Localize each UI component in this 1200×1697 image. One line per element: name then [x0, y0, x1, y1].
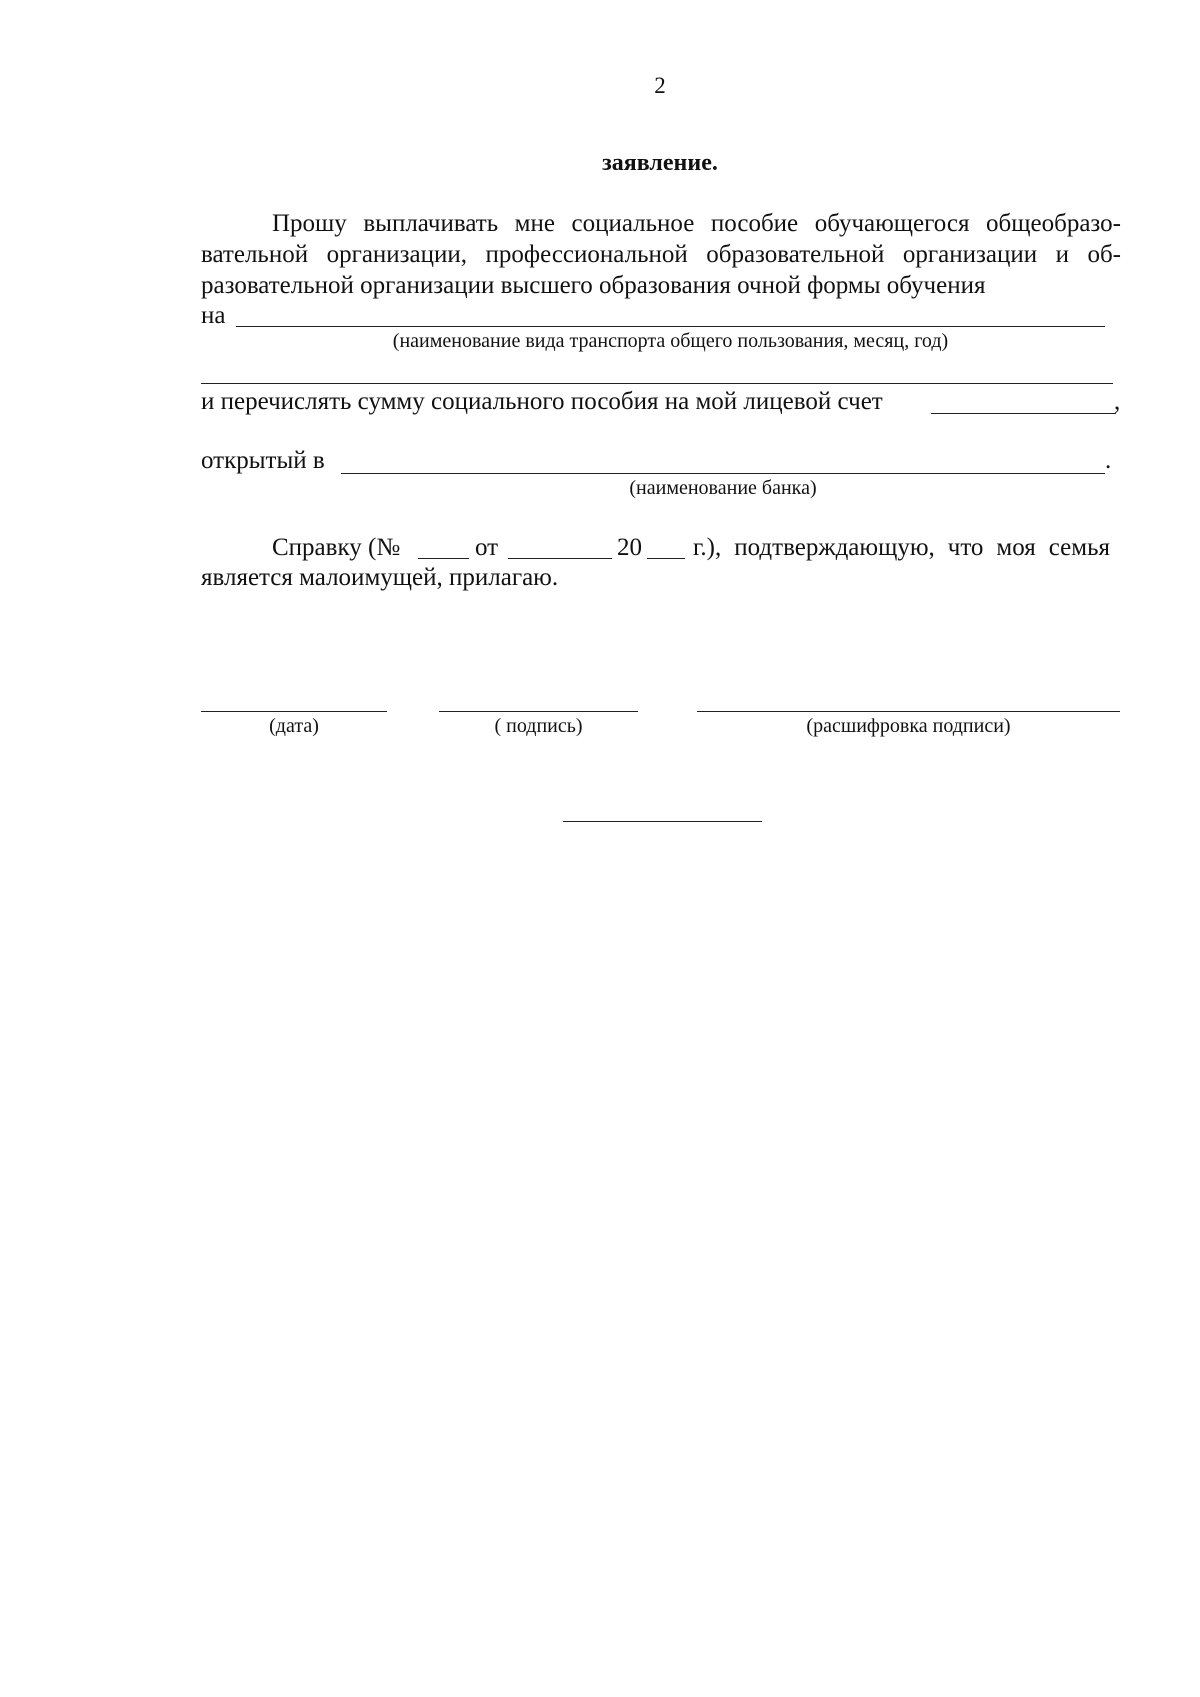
signature-blank-line: [439, 711, 638, 712]
transfer-suffix: ,: [1114, 388, 1121, 415]
bank-suffix: .: [1105, 447, 1112, 474]
certificate-number-blank: [418, 558, 469, 559]
signature-label: ( подпись): [494, 715, 583, 737]
decoding-label: (расшифровка подписи): [806, 715, 1011, 737]
certificate-line-2: является малоимущей, прилагаю.: [201, 564, 559, 591]
continuation-blank-line: [201, 383, 1113, 384]
transport-blank-line: [236, 326, 1105, 327]
decoding-blank-line: [697, 711, 1120, 712]
date-label: (дата): [269, 715, 319, 737]
certificate-date-blank: [508, 558, 612, 559]
paragraph-line-3: разовательной организации высшего образования очной формы обучения: [201, 272, 986, 299]
certificate-part-2: от: [475, 534, 499, 561]
caption-transport: (наименование вида транспорта общего пользования, месяц, год): [392, 330, 949, 352]
date-blank-line: [201, 711, 387, 712]
document-title: заявление.: [602, 150, 718, 176]
account-blank-line: [931, 413, 1116, 414]
page-number: 2: [654, 73, 666, 98]
paragraph-line-4-prefix: на: [201, 302, 226, 329]
transfer-text: и перечислять сумму социального пособия на мой лицевой счет: [201, 388, 883, 415]
certificate-part-4: г.), подтверждающую, что моя семья: [693, 534, 1110, 561]
certificate-year-blank: [647, 558, 685, 559]
caption-bank: (наименование банка): [629, 477, 817, 499]
bank-prefix: открытый в: [201, 447, 325, 474]
paragraph-line-1: Прошу выплачивать мне социальное пособие обучающегося общеобразо-: [272, 210, 1121, 237]
end-separator-line: [563, 821, 762, 822]
certificate-part-3: 20: [617, 534, 642, 561]
bank-blank-line: [341, 473, 1105, 474]
paragraph-line-2: вательной организации, профессиональной образовательной организации и об-: [201, 241, 1121, 268]
certificate-part-1: Справку (№: [272, 534, 401, 561]
